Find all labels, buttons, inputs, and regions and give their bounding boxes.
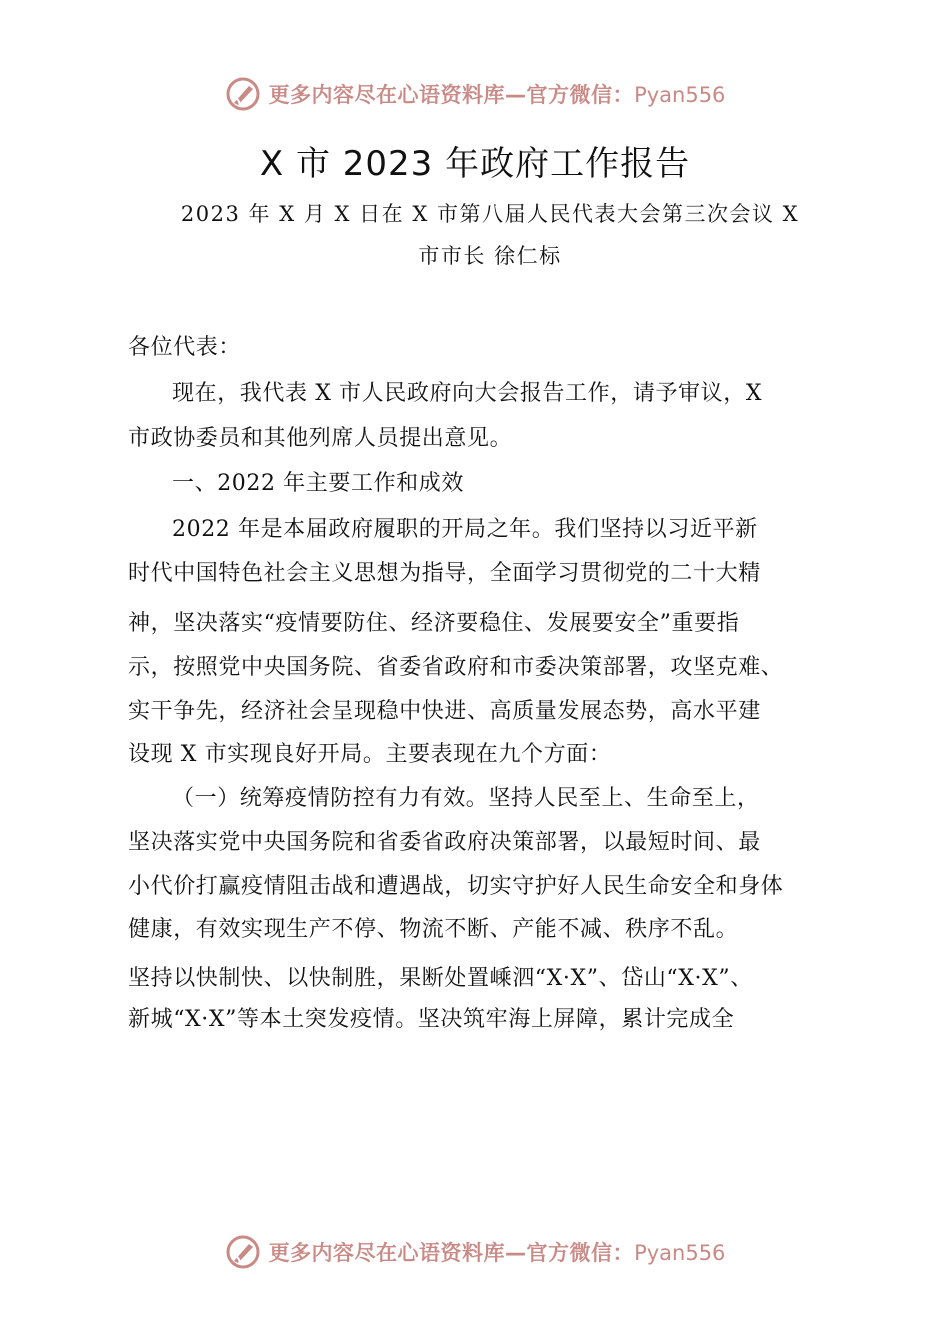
- document-subtitle-line-2: 市市长 徐仁标: [418, 244, 562, 268]
- paragraph-line: 新城“X·X”等本土突发疫情。坚决筑牢海上屏障，累计完成全: [128, 1007, 735, 1032]
- paragraph-line: 神，坚决落实“疫情要防住、经济要稳住、发展要安全”重要指: [128, 611, 740, 636]
- paragraph-line: 示，按照党中央国务院、省委省政府和市委决策部署，攻坚克难、: [128, 655, 784, 680]
- document-subtitle-line-1: 2023 年 X 月 X 日在 X 市第八届人民代表大会第三次会议 X: [180, 202, 800, 226]
- watermark-banner-top: [0, 72, 950, 116]
- watermark-banner-bottom: [0, 1230, 950, 1274]
- paragraph-line: 时代中国特色社会主义思想为指导，全面学习贯彻党的二十大精: [128, 561, 761, 586]
- paragraph-line: 坚持以快制快、以快制胜，果断处置嵊泗“X·X”、岱山“X·X”、: [128, 966, 753, 991]
- watermark-text: 更多内容尽在心语资料库—官方微信：Pyan556: [268, 83, 726, 107]
- watermark-text: 更多内容尽在心语资料库—官方微信：Pyan556: [268, 1241, 726, 1265]
- document-title: X 市 2023 年政府工作报告: [259, 144, 691, 184]
- pen-logo-icon: [225, 1234, 261, 1270]
- section-heading: 一、2022 年主要工作和成效: [172, 471, 464, 496]
- paragraph-line: 现在，我代表 X 市人民政府向大会报告工作，请予审议，X: [172, 381, 763, 406]
- salutation: 各位代表：: [128, 335, 242, 360]
- pen-logo-icon: [225, 76, 261, 112]
- paragraph-line: 设现 X 市实现良好开局。主要表现在九个方面：: [128, 742, 612, 767]
- paragraph-line: 小代价打赢疫情阻击战和遭遇战，切实守护好人民生命安全和身体: [128, 874, 784, 899]
- paragraph-line: 2022 年是本届政府履职的开局之年。我们坚持以习近平新: [172, 517, 758, 542]
- paragraph-line: 实干争先，经济社会呈现稳中快进、高质量发展态势，高水平建: [128, 699, 761, 724]
- paragraph-line: 坚决落实党中央国务院和省委省政府决策部署，以最短时间、最: [128, 830, 761, 855]
- paragraph-line: （一）统筹疫情防控有力有效。坚持人民至上、生命至上，: [172, 786, 760, 811]
- paragraph-line: 市政协委员和其他列席人员提出意见。: [128, 426, 513, 451]
- paragraph-line: 健康，有效实现生产不停、物流不断、产能不减、秩序不乱。: [128, 917, 739, 942]
